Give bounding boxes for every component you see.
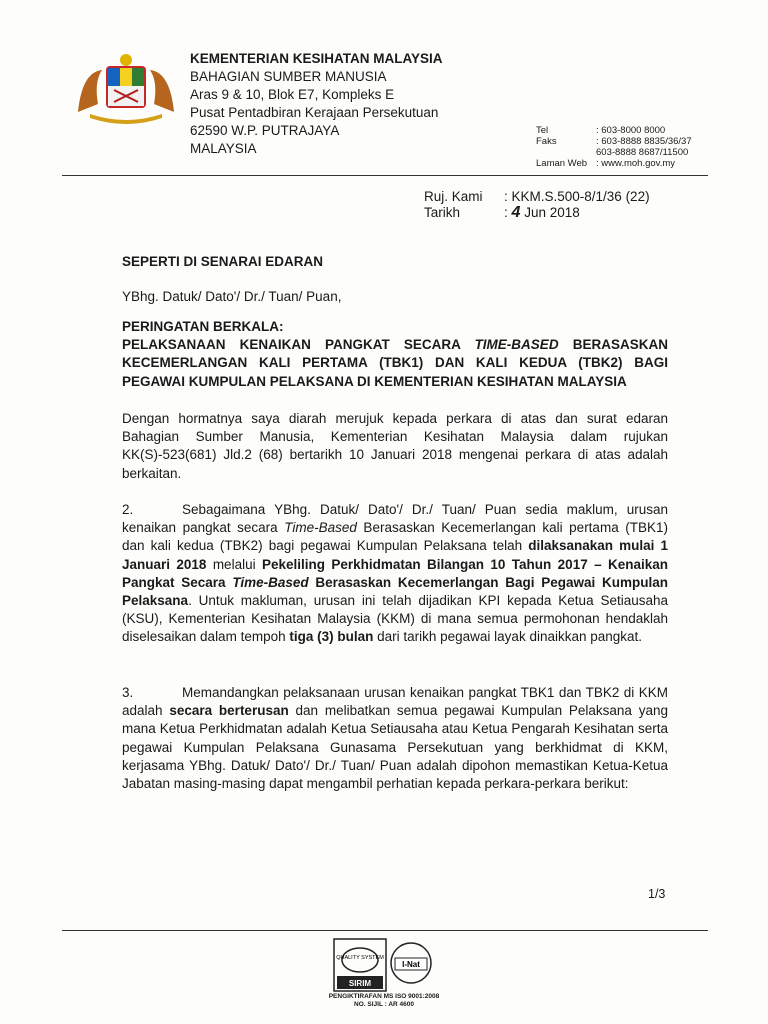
date-value: Jun 2018 <box>524 205 580 220</box>
contact-value: 603-8888 8687/11500 <box>596 147 689 158</box>
address-line: MALAYSIA <box>190 141 257 156</box>
subject-title: PELAKSANAAN KENAIKAN PANGKAT SECARA TIME-BASED BERASASKAN KECEMERLANGAN KALI PERTAMA (TBK1) DAN KALI KEDUA (TBK2) BAGI PEGAWAI KUMPULAN PELAKSANA DI KEMENTERIAN KESIHATAN MALAYSIA <box>122 337 668 389</box>
page-number: 1/3 <box>648 887 666 901</box>
subject <box>122 318 668 391</box>
footer-divider <box>62 930 708 931</box>
paragraph-1: Dengan hormatnya saya diarah merujuk kepada perkara di atas dan surat edaran Bahagian Sumber Manusia, Kementerian Kesihatan Malaysia dalam rujukan KK(S)-523(681) Jld.2 (68) bertarikh 10 Januari 2018 mengenai perkara di atas adalah berkaitan. <box>122 411 668 481</box>
contact-row <box>536 125 692 136</box>
certification-text <box>300 993 468 1008</box>
date-label: Tarikh <box>424 205 461 220</box>
contact-row <box>536 147 692 158</box>
cert-number: NO. SIJIL : AR 4600 <box>354 1000 414 1008</box>
cert-standard: PENGIKTIRAFAN MS ISO 9001:2008 <box>328 993 440 1000</box>
contact-value: : 603-8000 8000 <box>596 125 666 136</box>
subject-heading: PERINGATAN BERKALA: <box>122 319 284 334</box>
reference-block <box>424 189 650 221</box>
address-line: 62590 W.P. PUTRAJAYA <box>190 123 340 138</box>
salutation: YBhg. Datuk/ Dato'/ Dr./ Tuan/ Puan, <box>122 289 342 304</box>
ministry-name: KEMENTERIAN KESIHATAN MALAYSIA <box>190 51 443 66</box>
badge-sirim-text: SIRIM <box>348 979 372 988</box>
badge-inat-text: I-Nat <box>402 960 420 969</box>
handwritten-day: 4 <box>511 204 521 221</box>
contact-row <box>536 158 692 169</box>
badge-quality-text: QUALITY SYSTEM <box>336 955 384 961</box>
header-divider <box>62 175 708 176</box>
address-line: Pusat Pentadbiran Kerajaan Persekutuan <box>190 105 439 120</box>
contact-label <box>536 147 596 158</box>
ref-label: Ruj. Kami <box>424 189 483 204</box>
recipient: SEPERTI DI SENARAI EDARAN <box>122 254 324 269</box>
address-line: Aras 9 & 10, Blok E7, Kompleks E <box>190 87 395 102</box>
ref-value: : KKM.S.500-8/1/36 (22) <box>504 189 650 204</box>
paragraph-2: 2. Sebagaimana YBhg. Datuk/ Dato'/ Dr./ Tuan/ Puan sedia maklum, urusan kenaikan pangkat secara Time-Based Berasaskan Kecemerlangan kali pertama (TBK1) dan kali kedua (TBK2) bagi pegawai Kumpulan Pelaksana telah dilaksanakan mulai 1 Januari 2018 melalui Pekeliling Perkhidmatan Bilangan 10 Tahun 2017 – Kenaikan Pangkat Secara Time-Based Berasaskan Kecemerlangan Bagi Pegawai Kumpulan Pelaksana. Untuk makluman, urusan ini telah dijadikan KPI kepada Ketua Setiausaha (KSU), Kementerian Kesihatan Malaysia (KKM) di mana semua permohonan hendaklah diselesaikan dalam tempoh tiga (3) bulan dari tarikh pegawai layak dinaikkan pangkat. <box>122 502 669 645</box>
contact-label: Tel <box>536 125 549 136</box>
contact-value: : 603-8888 8835/36/37 <box>596 136 692 147</box>
contact-label: Faks <box>536 136 557 147</box>
contact-label: Laman Web <box>536 158 588 169</box>
paragraph-3: 3. Memandangkan pelaksanaan urusan kenaikan pangkat TBK1 dan TBK2 di KKM adalah secara berterusan dan melibatkan semua pegawai Kumpulan Pelaksana yang mana Ketua Perkhidmatan adalah Ketua Setiausaha atau Ketua Pengarah Kesihatan serta pegawai Kumpulan Pelaksana Gunasama Persekutuan yang berkhidmat di KKM, kerjasama YBhg. Datuk/ Dato'/ Dr./ Tuan/ Puan adalah dipohon memastikan Ketua-Ketua Jabatan masing-masing dapat mengambil perhatian kepada perkara-perkara berikut: <box>122 685 669 792</box>
division-name: BAHAGIAN SUMBER MANUSIA <box>190 69 387 84</box>
contact-row <box>536 136 692 147</box>
coat-of-arms-logo <box>72 52 180 124</box>
organization-address <box>190 50 443 158</box>
contact-block <box>536 125 692 169</box>
contact-value: : www.moh.gov.my <box>596 158 676 169</box>
date-separator: : <box>504 205 508 220</box>
